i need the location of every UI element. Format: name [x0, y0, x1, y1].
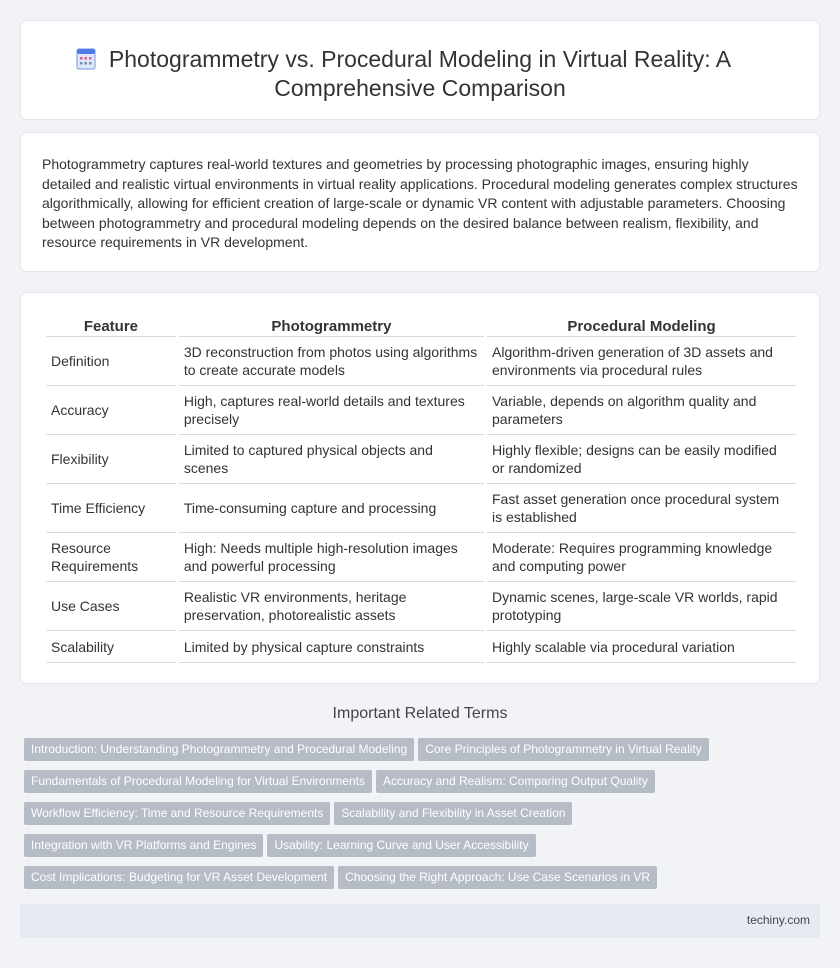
procedural-cell: Moderate: Requires programming knowledge and computing power	[487, 533, 796, 582]
header-photogrammetry: Photogrammetry	[179, 315, 484, 337]
related-term-tag[interactable]: Usability: Learning Curve and User Accessibility	[267, 834, 535, 857]
feature-cell: Accuracy	[46, 386, 176, 435]
tag-row	[24, 866, 814, 898]
photogrammetry-cell: 3D reconstruction from photos using algorithms to create accurate models	[179, 337, 484, 386]
procedural-cell: Dynamic scenes, large-scale VR worlds, rapid prototyping	[487, 582, 796, 631]
related-terms-heading: Important Related Terms	[332, 705, 508, 722]
procedural-cell: Algorithm-driven generation of 3D assets and environments via procedural rules	[487, 337, 796, 386]
feature-cell: Time Efficiency	[46, 484, 176, 533]
related-term-tag[interactable]: Introduction: Understanding Photogrammetry and Procedural Modeling	[24, 738, 414, 761]
photogrammetry-cell: Limited to captured physical objects and scenes	[179, 435, 484, 484]
related-term-tag[interactable]: Workflow Efficiency: Time and Resource Requirements	[24, 802, 330, 825]
feature-cell: Definition	[46, 337, 176, 386]
site-link[interactable]: techiny.com	[746, 913, 810, 927]
header-card	[20, 20, 820, 120]
photogrammetry-cell: Time-consuming capture and processing	[179, 484, 484, 533]
related-term-tag[interactable]: Choosing the Right Approach: Use Case Scenarios in VR	[338, 866, 657, 889]
related-term-tag[interactable]: Scalability and Flexibility in Asset Creation	[334, 802, 572, 825]
photogrammetry-cell: High: Needs multiple high-resolution images and powerful processing	[179, 533, 484, 582]
table-row	[46, 533, 796, 582]
table-row	[46, 582, 796, 631]
related-terms-list	[24, 738, 814, 898]
related-term-tag[interactable]: Integration with VR Platforms and Engines	[24, 834, 263, 857]
tag-row	[24, 834, 814, 866]
table-row	[46, 386, 796, 435]
feature-cell: Resource Requirements	[46, 533, 176, 582]
photogrammetry-cell: Realistic VR environments, heritage preservation, photorealistic assets	[179, 582, 484, 631]
intro-paragraph: Photogrammetry captures real-world textures and geometries by processing photographic images, ensuring highly detailed and realistic virtual environments in virtual reality applications. Procedural modeling generates complex structures algorithmically, allowing for efficient creation of large-scale or dynamic VR content with adjustable parameters. Choosing between photogrammetry and procedural modeling depends on the desired balance between realism, flexibility, and resource requirements in VR development.	[42, 156, 798, 250]
footer	[20, 904, 820, 938]
tag-row	[24, 802, 814, 834]
related-term-tag[interactable]: Fundamentals of Procedural Modeling for Virtual Environments	[24, 770, 372, 793]
procedural-cell: Variable, depends on algorithm quality and parameters	[487, 386, 796, 435]
table-row	[46, 435, 796, 484]
table-header-row	[46, 315, 796, 337]
tag-row	[24, 770, 814, 802]
table-row	[46, 484, 796, 533]
page-title: Photogrammetry vs. Procedural Modeling in Virtual Reality: A Comprehensive Comparison	[108, 46, 732, 101]
tag-row	[24, 738, 814, 770]
feature-cell: Use Cases	[46, 582, 176, 631]
intro-card	[20, 132, 820, 272]
procedural-cell: Fast asset generation once procedural system is established	[487, 484, 796, 533]
related-term-tag[interactable]: Core Principles of Photogrammetry in Virtual Reality	[418, 738, 709, 761]
header-procedural-modeling: Procedural Modeling	[487, 315, 796, 337]
feature-cell: Flexibility	[46, 435, 176, 484]
photogrammetry-cell: High, captures real-world details and textures precisely	[179, 386, 484, 435]
related-term-tag[interactable]: Accuracy and Realism: Comparing Output Quality	[376, 770, 655, 793]
header-feature: Feature	[46, 315, 176, 337]
table-row	[46, 337, 796, 386]
feature-cell: Scalability	[46, 631, 176, 663]
related-term-tag[interactable]: Cost Implications: Budgeting for VR Asset Development	[24, 866, 334, 889]
comparison-table	[43, 315, 799, 663]
procedural-cell: Highly scalable via procedural variation	[487, 631, 796, 663]
procedural-cell: Highly flexible; designs can be easily modified or randomized	[487, 435, 796, 484]
photogrammetry-cell: Limited by physical capture constraints	[179, 631, 484, 663]
table-row	[46, 631, 796, 663]
comparison-table-card	[20, 292, 820, 684]
